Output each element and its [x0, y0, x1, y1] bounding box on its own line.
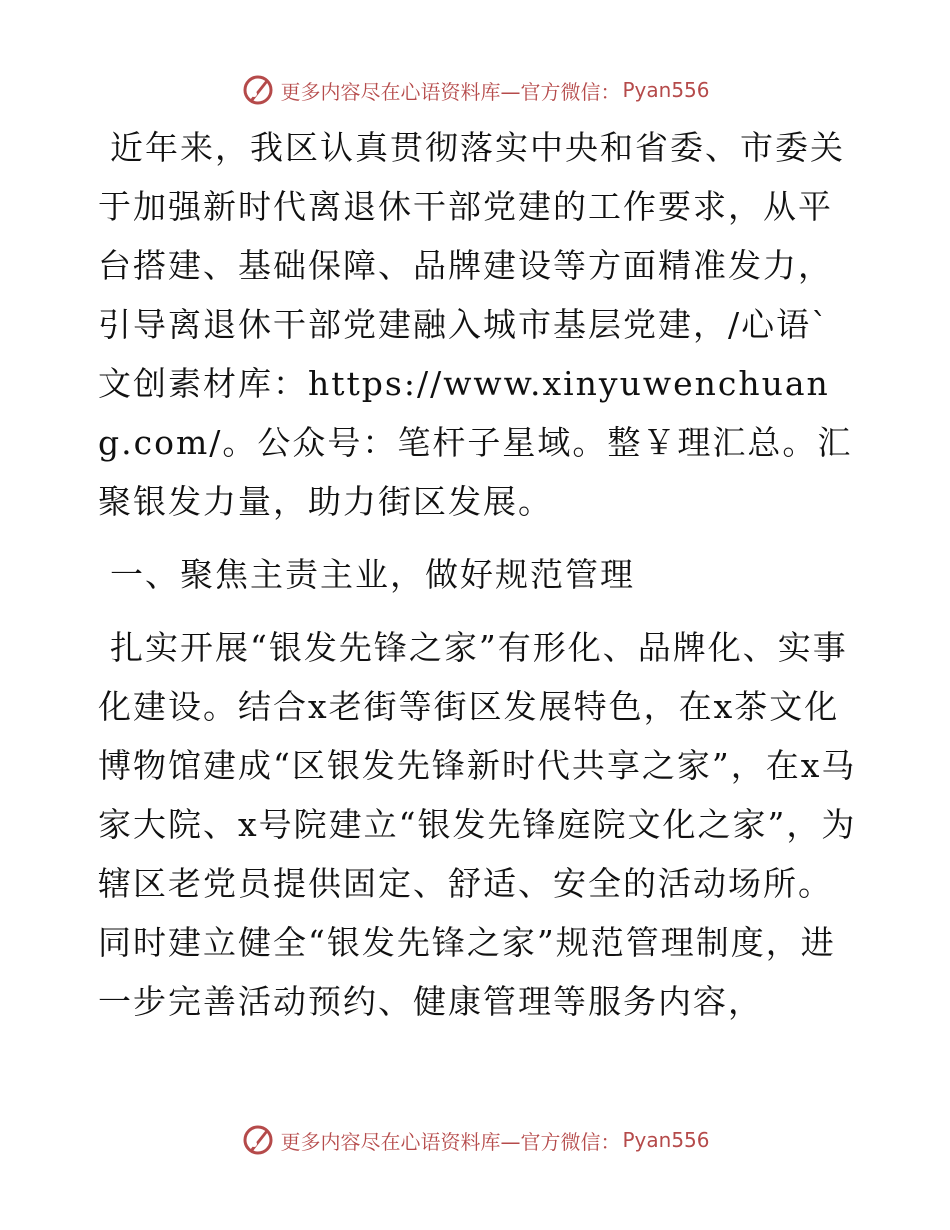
footer-wechat-id: Pyan556 [622, 1128, 710, 1152]
header-wechat-id: Pyan556 [622, 78, 710, 102]
document-body [98, 118, 858, 1045]
paragraph-section-1: 扎实开展“银发先锋之家”有形化、品牌化、实事化建设。结合x老街等街区发展特色，在x茶文化博物馆建成“区银发先锋新时代共享之家”，在x马家大院、x号院建立“银发先锋庭院文化之家”，为辖区老党员提供固定、舒适、安全的活动场所。同时建立健全“银发先锋之家”规范管理制度，进一步完善活动预约、健康管理等服务内容， [98, 628, 857, 1021]
quill-circle-icon [240, 1122, 276, 1158]
footer-banner [0, 1120, 950, 1160]
section-heading-1: 一、聚焦主责主业，做好规范管理 [110, 555, 635, 594]
header-banner [0, 70, 950, 110]
footer-banner-text: 更多内容尽在心语资料库—官方微信： [280, 1129, 621, 1154]
header-banner-text: 更多内容尽在心语资料库—官方微信： [280, 79, 621, 104]
paragraph-intro: 近年来，我区认真贯彻落实中央和省委、市委关于加强新时代离退休干部党建的工作要求，从平台搭建、基础保障、品牌建设等方面精准发力，引导离退休干部党建融入城市基层党建，/心语`文创素材库：https://www.xinyuwenchuang.com/。公众号：笔杆子星域。整￥理汇总。汇聚银发力量，助力街区发展。 [98, 128, 853, 521]
quill-circle-icon [240, 72, 276, 108]
